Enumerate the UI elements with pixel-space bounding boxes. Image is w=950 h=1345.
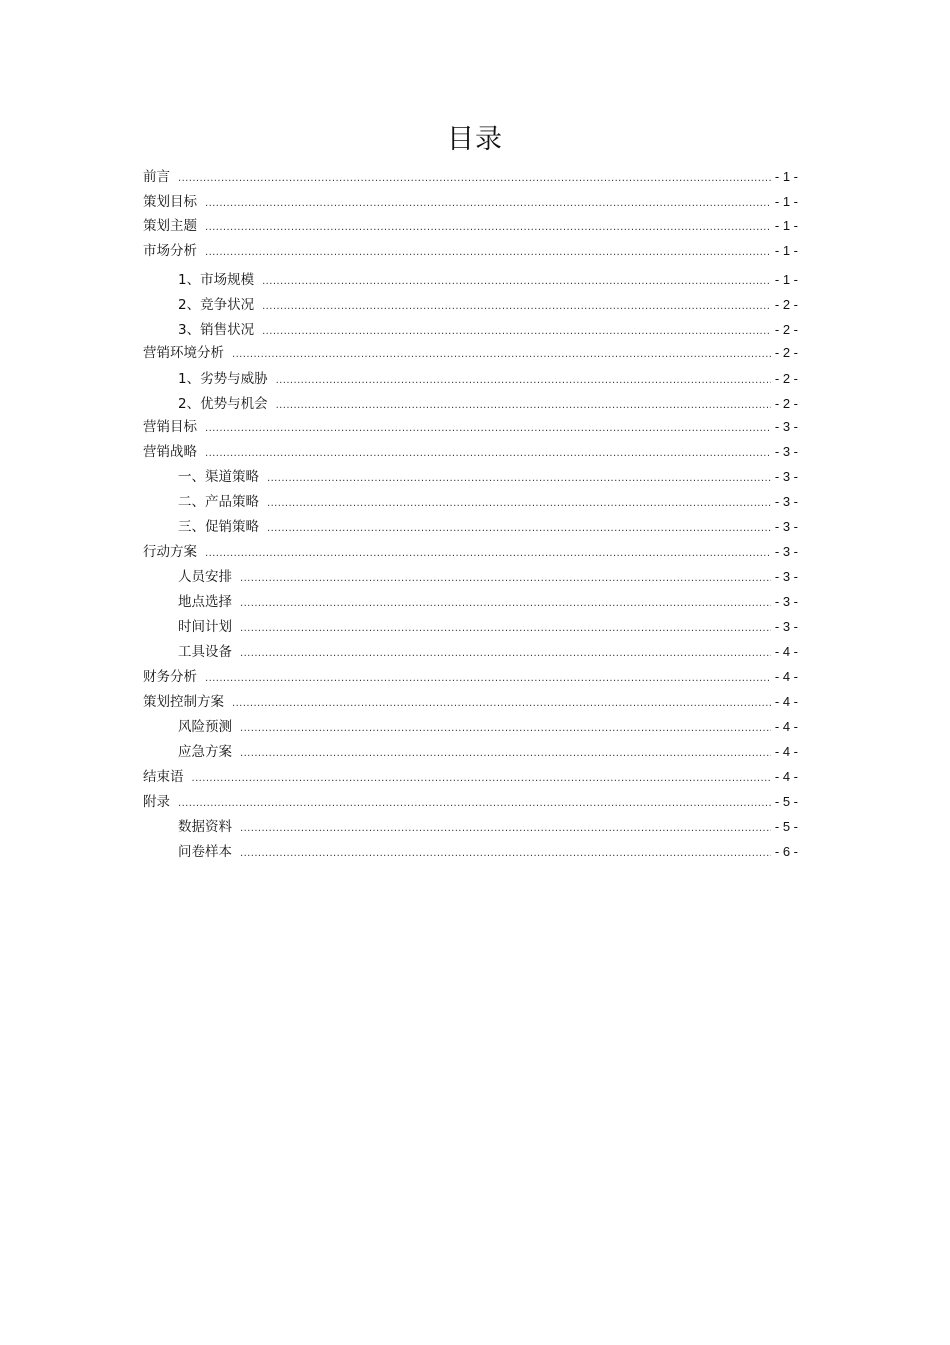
toc-entry-page-number: - 1 - (774, 169, 798, 184)
toc-dot-leader (205, 242, 771, 260)
toc-entry[interactable] (143, 240, 798, 260)
toc-entry-page-number: - 3 - (774, 419, 798, 434)
toc-entry-label: 策划目标 (143, 194, 197, 210)
toc-entry-page-number: - 1 - (774, 194, 798, 209)
toc-entry[interactable] (143, 441, 798, 461)
toc-dot-leader (232, 693, 771, 711)
toc-dot-leader (276, 370, 771, 388)
toc-entry[interactable] (143, 666, 798, 686)
toc-entry[interactable] (143, 191, 798, 211)
toc-dot-leader (262, 296, 771, 314)
toc-entry-label: 2、优势与机会 (178, 396, 268, 412)
toc-entry-page-number: - 3 - (774, 619, 798, 634)
toc-entry-page-number: - 4 - (774, 744, 798, 759)
toc-entry-page-number: - 3 - (774, 444, 798, 459)
toc-entry[interactable] (143, 516, 798, 536)
toc-entry-label: 策划主题 (143, 218, 197, 234)
toc-entry-page-number: - 2 - (774, 322, 798, 337)
toc-entry[interactable] (143, 766, 798, 786)
toc-entry[interactable] (143, 393, 798, 413)
toc-entry[interactable] (143, 541, 798, 561)
toc-entry-page-number: - 4 - (774, 769, 798, 784)
toc-entry-page-number: - 3 - (774, 494, 798, 509)
toc-entry[interactable] (143, 716, 798, 736)
toc-entry-page-number: - 1 - (774, 218, 798, 233)
toc-entry-label: 三、促销策略 (178, 519, 259, 535)
toc-dot-leader (205, 543, 771, 561)
toc-entry-label: 一、渠道策略 (178, 469, 259, 485)
toc-entry-page-number: - 4 - (774, 669, 798, 684)
toc-entry-page-number: - 2 - (774, 396, 798, 411)
toc-entry[interactable] (143, 215, 798, 235)
toc-entry[interactable] (143, 691, 798, 711)
toc-entry[interactable] (143, 368, 798, 388)
toc-dot-leader (205, 443, 771, 461)
toc-dot-leader (232, 344, 771, 362)
toc-dot-leader (205, 668, 771, 686)
toc-entry[interactable] (143, 319, 798, 339)
toc-dot-leader (178, 793, 771, 811)
toc-entry-page-number: - 3 - (774, 544, 798, 559)
toc-entry[interactable] (143, 591, 798, 611)
toc-entry[interactable] (143, 741, 798, 761)
toc-entry-label: 营销战略 (143, 444, 197, 460)
toc-entry[interactable] (143, 416, 798, 436)
toc-entry-page-number: - 1 - (774, 272, 798, 287)
toc-entry-page-number: - 3 - (774, 569, 798, 584)
toc-dot-leader (240, 618, 771, 636)
toc-dot-leader (205, 193, 771, 211)
toc-entry-label: 附录 (143, 794, 170, 810)
toc-dot-leader (276, 395, 771, 413)
toc-entry-page-number: - 1 - (774, 243, 798, 258)
toc-entry-label: 市场分析 (143, 243, 197, 259)
toc-entry[interactable] (143, 166, 798, 186)
toc-entry[interactable] (143, 269, 798, 289)
toc-dot-leader (262, 271, 771, 289)
page-title: 目录 (447, 124, 503, 155)
toc-entry[interactable] (143, 566, 798, 586)
toc-entry-label: 3、销售状况 (178, 322, 255, 338)
toc-entry-label: 数据资料 (178, 819, 232, 835)
toc-entry-label: 工具设备 (178, 644, 232, 660)
toc-entry-label: 财务分析 (143, 669, 197, 685)
toc-entry-label: 营销环境分析 (143, 345, 224, 361)
toc-dot-leader (267, 468, 771, 486)
toc-dot-leader (205, 217, 771, 235)
toc-entry[interactable] (143, 294, 798, 314)
toc-dot-leader (240, 643, 771, 661)
toc-entry-page-number: - 4 - (774, 719, 798, 734)
toc-entry-label: 2、竞争状况 (178, 297, 255, 313)
toc-entry[interactable] (143, 466, 798, 486)
toc-entry-label: 时间计划 (178, 619, 232, 635)
toc-entry-label: 二、产品策略 (178, 494, 259, 510)
toc-entry[interactable] (143, 816, 798, 836)
toc-entry-label: 结束语 (143, 769, 184, 785)
toc-dot-leader (240, 818, 771, 836)
toc-entry[interactable] (143, 841, 798, 861)
toc-entry[interactable] (143, 491, 798, 511)
toc-entry-label: 前言 (143, 169, 170, 185)
toc-entry-page-number: - 3 - (774, 594, 798, 609)
toc-dot-leader (178, 168, 771, 186)
toc-entry-page-number: - 5 - (774, 819, 798, 834)
toc-dot-leader (240, 743, 771, 761)
toc-entry-page-number: - 2 - (774, 297, 798, 312)
toc-entry-page-number: - 6 - (774, 844, 798, 859)
toc-entry-page-number: - 3 - (774, 469, 798, 484)
toc-dot-leader (267, 518, 771, 536)
toc-entry-label: 营销目标 (143, 419, 197, 435)
toc-entry[interactable] (143, 791, 798, 811)
toc-entry-label: 人员安排 (178, 569, 232, 585)
toc-dot-leader (240, 718, 771, 736)
toc-entry-label: 地点选择 (178, 594, 232, 610)
toc-dot-leader (267, 493, 771, 511)
toc-entry-page-number: - 2 - (774, 345, 798, 360)
toc-entry[interactable] (143, 342, 798, 362)
toc-entry-page-number: - 2 - (774, 371, 798, 386)
toc-entry-page-number: - 4 - (774, 644, 798, 659)
toc-entry-page-number: - 4 - (774, 694, 798, 709)
toc-dot-leader (262, 321, 771, 339)
toc-entry-label: 1、市场规模 (178, 272, 255, 288)
toc-entry-label: 1、劣势与威胁 (178, 371, 268, 387)
toc-entry-label: 应急方案 (178, 744, 232, 760)
toc-entry-label: 策划控制方案 (143, 694, 224, 710)
toc-entry[interactable] (143, 616, 798, 636)
toc-entry-label: 行动方案 (143, 544, 197, 560)
toc-entry[interactable] (143, 641, 798, 661)
toc-entry-label: 风险预测 (178, 719, 232, 735)
toc-dot-leader (240, 568, 771, 586)
toc-dot-leader (205, 418, 771, 436)
toc-entry-page-number: - 3 - (774, 519, 798, 534)
toc-entry-page-number: - 5 - (774, 794, 798, 809)
toc-entry-label: 问卷样本 (178, 844, 232, 860)
toc-dot-leader (240, 843, 771, 861)
toc-dot-leader (192, 768, 771, 786)
toc-dot-leader (240, 593, 771, 611)
